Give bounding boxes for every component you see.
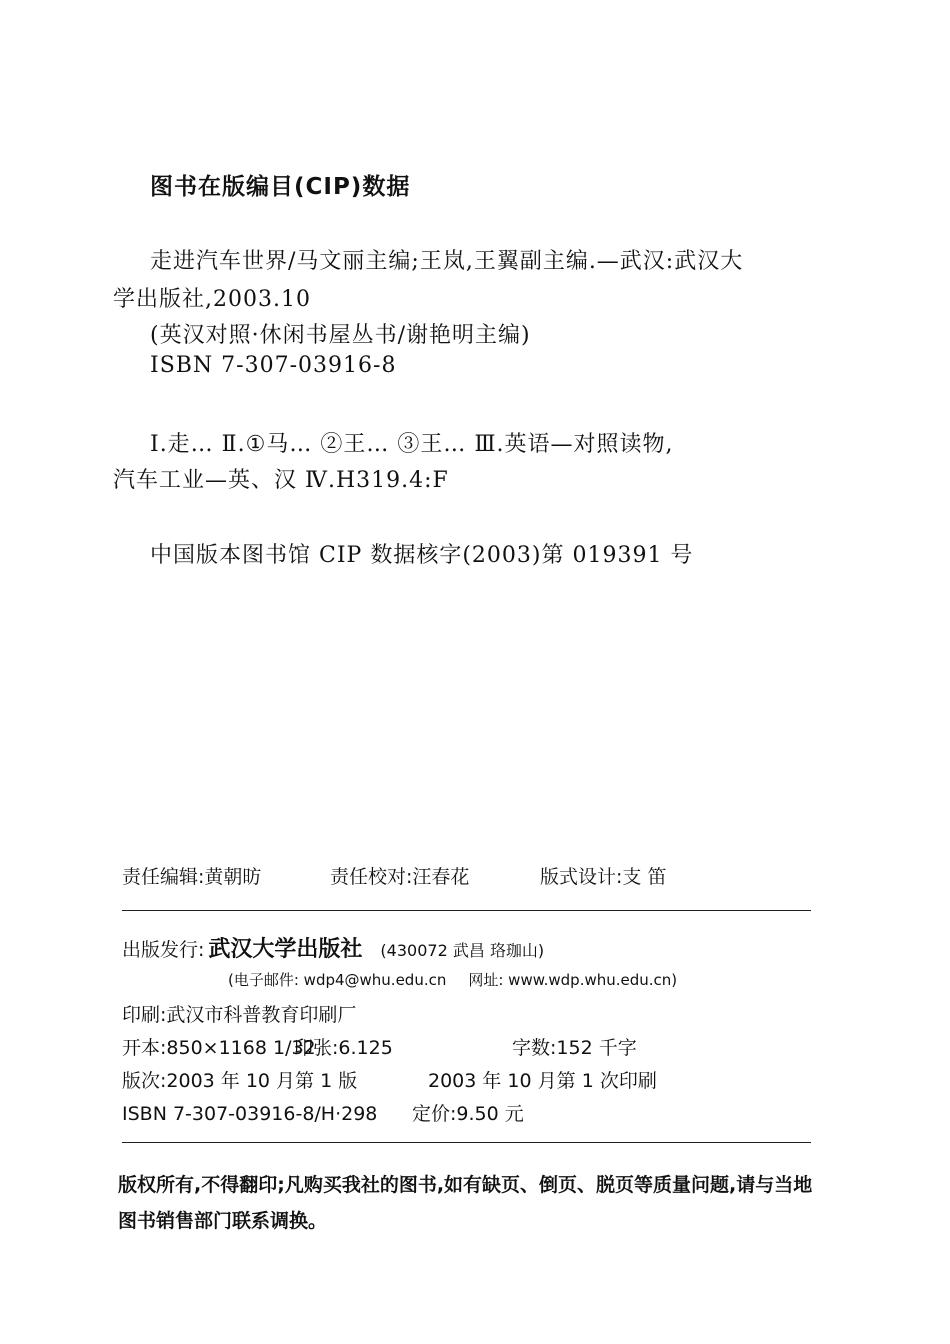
cip-isbn: ISBN 7-307-03916-8 [150, 353, 397, 378]
cip-record-line-2: 学出版社,2003.10 [113, 287, 311, 312]
cip-subject-line-2: 汽车工业—英、汉 Ⅳ.H319.4:F [113, 468, 449, 493]
cip-subject-line-1: Ⅰ.走… Ⅱ.①马… ②王… ③王… Ⅲ.英语—对照读物, [150, 432, 674, 457]
price: 定价:9.50 元 [412, 1103, 524, 1125]
cip-heading: 图书在版编目(CIP)数据 [150, 174, 411, 200]
price-line [122, 1099, 524, 1126]
format-line [122, 1033, 637, 1060]
edition-line [122, 1066, 657, 1093]
divider-bottom [122, 1142, 811, 1143]
publisher-line [122, 932, 544, 963]
printing: 2003 年 10 月第 1 次印刷 [428, 1070, 657, 1092]
credit-editor: 责任编辑:黄朝昉 [122, 866, 262, 888]
edition: 版次:2003 年 10 月第 1 版 [122, 1070, 358, 1092]
publisher-label: 出版发行: [122, 939, 205, 961]
credit-proofreader: 责任校对:汪春花 [330, 866, 470, 888]
cip-record-line-1: 走进汽车世界/马文丽主编;王岚,王翼副主编.—武汉:武汉大 [150, 249, 744, 274]
publisher-address: (430072 武昌 珞珈山) [380, 941, 545, 960]
isbn-full: ISBN 7-307-03916-8/H·298 [122, 1103, 378, 1125]
copyright-notice: 版权所有,不得翻印;凡购买我社的图书,如有缺页、倒页、脱页等质量问题,请与当地图书销售部门联系调换。 [118, 1174, 813, 1232]
print-sheets: 印张:6.125 [294, 1037, 393, 1059]
publisher-email: (电子邮件: wdp4@whu.edu.cn [228, 971, 447, 989]
publisher-name: 武汉大学出版社 [208, 937, 363, 962]
format-size: 开本:850×1168 1/32 [122, 1037, 316, 1059]
contact-line [228, 969, 677, 990]
credits-line [122, 862, 666, 889]
credit-designer: 版式设计:支 笛 [540, 866, 667, 888]
printer-line: 印刷:武汉市科普教育印刷厂 [122, 1004, 357, 1026]
publisher-website: 网址: www.wdp.whu.edu.cn) [468, 971, 678, 989]
cip-series: (英汉对照·休闲书屋丛书/谢艳明主编) [150, 323, 531, 348]
word-count: 字数:152 千字 [512, 1037, 637, 1059]
cip-verification: 中国版本图书馆 CIP 数据核字(2003)第 019391 号 [150, 543, 694, 568]
divider-top [122, 910, 811, 911]
